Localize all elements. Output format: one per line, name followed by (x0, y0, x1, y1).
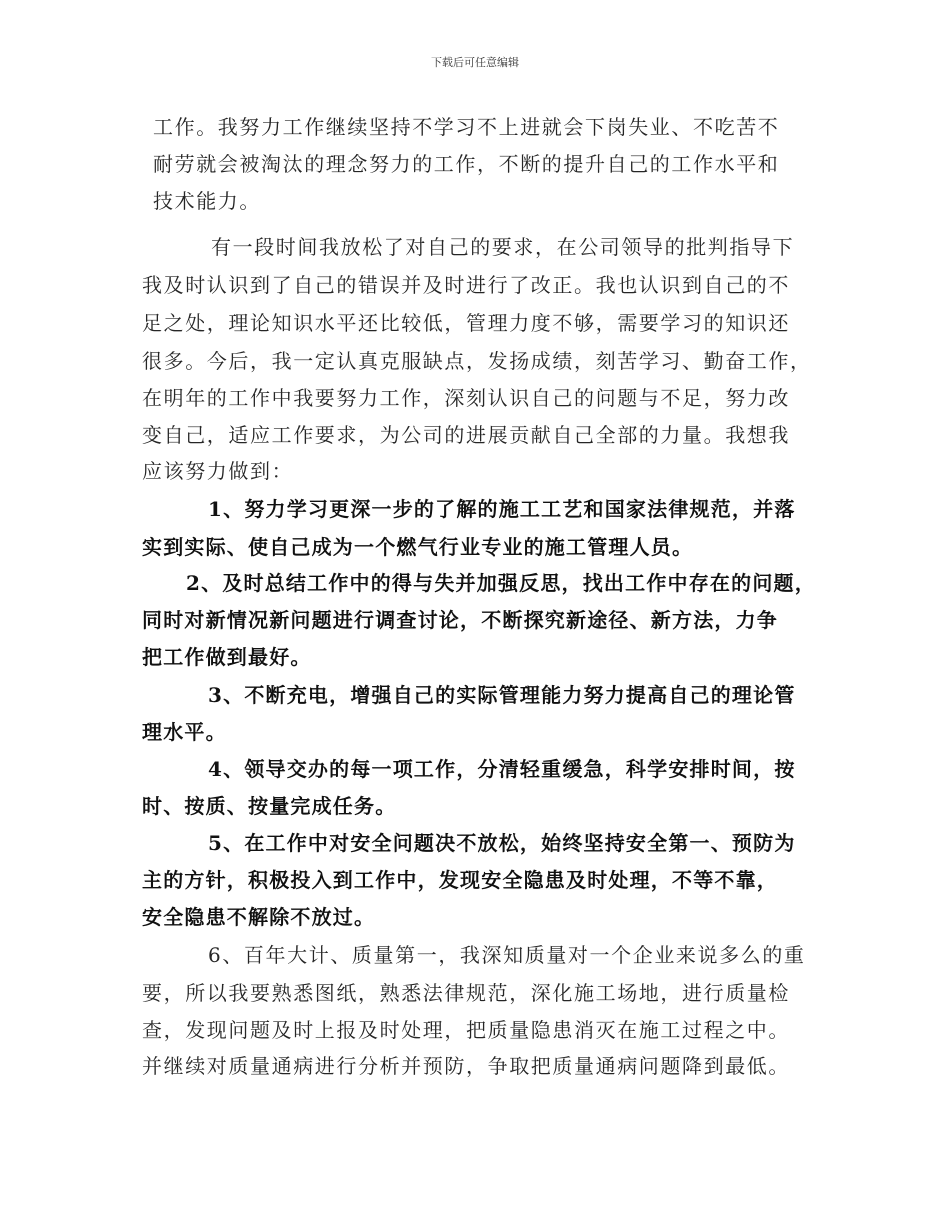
body-text-line: 有一段时间我放松了对自己的要求，在公司领导的批判指导下 (211, 235, 795, 259)
body-text-line: 工作。我努力工作继续坚持不学习不上进就会下岗失业、不吃苦不 (153, 115, 780, 139)
list-item-line: 2、及时总结工作中的得与失并加强反思，找出工作中存在的问题， (186, 571, 816, 595)
list-item-line: 时、按质、按量完成任务。 (142, 794, 397, 818)
body-text-line: 很多。今后，我一定认真克服缺点，发扬成绩，刻苦学习、勤奋工作， (142, 349, 812, 373)
body-text-line: 我及时认识到了自己的错误并及时进行了改正。我也认识到自己的不 (142, 273, 790, 297)
page-header-note: 下载后可任意编辑 (431, 56, 519, 69)
body-text-line: 技术能力。 (153, 189, 261, 213)
body-text-line: 应该努力做到： (142, 459, 294, 483)
body-text-line: 在明年的工作中我要努力工作，深刻认识自己的问题与不足，努力改 (142, 386, 790, 410)
list-item-line: 理水平。 (142, 720, 227, 744)
body-text-line: 要，所以我要熟悉图纸，熟悉法律规范，深化施工场地，进行质量检 (142, 981, 790, 1005)
list-item-line: 主的方针，积极投入到工作中，发现安全隐患及时处理，不等不靠， (142, 868, 778, 892)
list-item-line: 同时对新情况新问题进行调查讨论，不断探究新途径、新方法，力争 (142, 608, 778, 632)
list-item-line: 实到实际、使自己成为一个燃气行业专业的施工管理人员。 (142, 535, 694, 559)
list-item-line: 1、努力学习更深一步的了解的施工工艺和国家法律规范，并落 (208, 497, 796, 521)
list-item-line: 4、领导交办的每一项工作，分清轻重缓急，科学安排时间，按 (208, 757, 796, 781)
list-item-line: 3、不断充电，增强自己的实际管理能力努力提高自己的理论管 (208, 683, 796, 707)
body-text-line: 查，发现问题及时上报及时处理，把质量隐患消灭在施工过程之中。 (142, 1018, 790, 1042)
body-text-line: 耐劳就会被淘汰的理念努力的工作，不断的提升自己的工作水平和 (153, 152, 780, 176)
body-text-line: 变自己，适应工作要求，为公司的进展贡献自己全部的力量。我想我 (142, 423, 790, 447)
list-item-line: 安全隐患不解除不放过。 (142, 905, 376, 929)
list-item-line: 5、在工作中对安全问题决不放松，始终坚持安全第一、预防为 (208, 831, 796, 855)
list-item-line: 把工作做到最好。 (142, 645, 312, 669)
body-text-line: 足之处，理论知识水平还比较低，管理力度不够，需要学习的知识还 (142, 311, 790, 335)
body-text-line: 6、百年大计、质量第一，我深知质量对一个企业来说多么的重 (208, 943, 806, 967)
body-text-line: 并继续对质量通病进行分析并预防，争取把质量通病问题降到最低。 (142, 1054, 790, 1078)
